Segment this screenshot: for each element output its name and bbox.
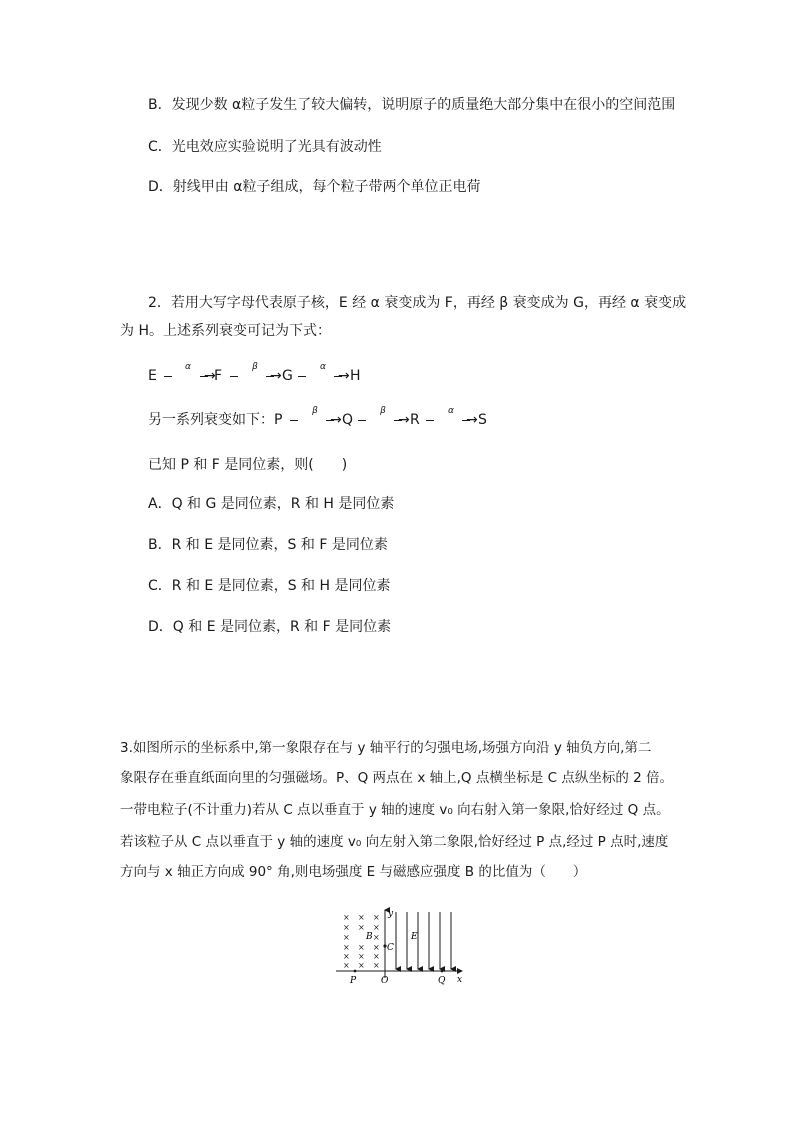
cross-mark: × (373, 913, 380, 922)
cross-mark: × (343, 933, 350, 942)
point-q (441, 970, 444, 973)
cross-mark: × (358, 923, 365, 932)
decay-chain-2 (148, 406, 548, 430)
chain2-prefix: 另一系列衰变如下： (148, 412, 274, 428)
decay-arrow (230, 362, 282, 386)
chain1-node: E (148, 368, 157, 384)
arrow-head-icon: → (338, 368, 350, 384)
q2-option-c: C．R 和 E 是同位素，S 和 H 是同位素 (148, 578, 391, 594)
cross-mark: × (343, 961, 350, 970)
q3-line4: 若该粒子从 C 点以垂直于 y 轴的速度 v₀ 向左射入第二象限,恰好经过 P 点,经过 P 点时,速度 (120, 834, 669, 850)
decay-arrow (290, 406, 342, 430)
q2-option-b: B．R 和 E 是同位素，S 和 F 是同位素 (148, 537, 388, 553)
q1-option-d: D．射线甲由 α粒子组成，每个粒子带两个单位正电荷 (148, 179, 481, 195)
q2-condition: 已知 P 和 F 是同位素，则( ) (148, 457, 348, 473)
cross-mark: × (358, 943, 365, 952)
decay-label: β (312, 406, 318, 416)
decay-label: α (320, 362, 326, 372)
label-p: P (350, 976, 357, 986)
chain1-node: G (282, 368, 293, 384)
decay-arrow (358, 406, 410, 430)
cross-mark: × (343, 952, 350, 961)
decay-label: β (380, 406, 386, 416)
label-x: x (457, 975, 463, 985)
label-c: C (387, 943, 394, 953)
label-y: y (388, 909, 394, 919)
magnetic-field-crosses (343, 913, 380, 970)
cross-mark: × (373, 943, 380, 952)
q2-stem-line2: 为 H。上述系列衰变可记为下式： (120, 323, 331, 339)
arrow-head-icon: → (398, 412, 410, 428)
cross-mark: × (358, 952, 365, 961)
decay-arrow (426, 406, 478, 430)
decay-arrow (298, 362, 350, 386)
label-o: O (381, 976, 389, 986)
q1-option-b: B．发现少数 α粒子发生了较大偏转，说明原子的质量绝大部分集中在很小的空间范围 (148, 97, 676, 113)
arrow-head-icon: → (270, 368, 282, 384)
chain2-node: P (274, 412, 283, 428)
chain1-node: F (214, 368, 223, 384)
chain2-node: S (478, 412, 487, 428)
cross-mark: × (373, 923, 380, 932)
q3-line3: 一带电粒子(不计重力)若从 C 点以垂直于 y 轴的速度 v₀ 向右射入第一象限,恰好经过 Q 点。 (120, 802, 670, 818)
cross-mark: × (358, 961, 365, 970)
q3-line5: 方向与 x 轴正方向成 90° 角,则电场强度 E 与磁感应强度 B 的比值为（ ） (120, 864, 587, 880)
arrow-head-icon: → (204, 368, 216, 384)
label-q: Q (438, 976, 446, 986)
arrow-head-icon: → (330, 412, 342, 428)
q1-option-c: C．光电效应实验说明了光具有波动性 (148, 139, 382, 155)
chain2-node: Q (342, 412, 354, 428)
q2-option-d: D．Q 和 E 是同位素，R 和 F 是同位素 (148, 619, 392, 635)
q3-line2: 象限存在垂直纸面向里的匀强磁场。P、Q 两点在 x 轴上,Q 点横坐标是 C 点纵坐标的 2 倍。 (120, 770, 674, 786)
q3-line1: 3.如图所示的坐标系中,第一象限存在与 y 轴平行的匀强电场,场强方向沿 y 轴负方向,第二 (120, 740, 652, 756)
decay-label: α (185, 362, 191, 372)
cross-mark: × (373, 952, 380, 961)
cross-mark: × (343, 913, 350, 922)
chain1-node: H (350, 368, 361, 384)
q2-stem-line1: 2．若用大写字母代表原子核，E 经 α 衰变成为 F，再经 β 衰变成为 G，再经 α 衰变成 (148, 295, 687, 311)
q2-option-a: A．Q 和 G 是同位素，R 和 H 是同位素 (148, 496, 395, 512)
chain2-node: R (410, 412, 420, 428)
label-e: E (411, 932, 418, 942)
cross-mark: × (343, 923, 350, 932)
label-b: B (366, 932, 373, 942)
cross-mark: × (373, 933, 380, 942)
cross-mark: × (343, 943, 350, 952)
point-p (354, 970, 357, 973)
decay-label: α (448, 406, 454, 416)
decay-label: β (252, 362, 258, 372)
electric-field-lines (396, 912, 451, 969)
field-diagram (330, 906, 475, 988)
cross-mark: × (358, 913, 365, 922)
cross-mark: × (373, 961, 380, 970)
decay-chain-1 (148, 362, 408, 386)
arrow-head-icon: → (466, 412, 478, 428)
decay-arrow (164, 362, 216, 386)
